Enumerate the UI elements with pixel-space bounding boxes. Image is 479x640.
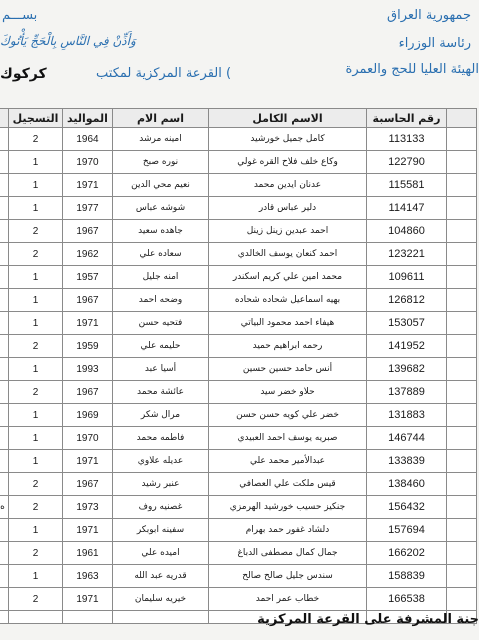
row-edge-cell (0, 243, 9, 266)
full-name-cell: عبدالأمير محمد علي (209, 450, 367, 473)
row-edge-cell (0, 381, 9, 404)
registration-cell: 1 (9, 289, 63, 312)
row-edge-cell (447, 404, 477, 427)
registration-cell: 1 (9, 565, 63, 588)
row-edge-cell (447, 588, 477, 611)
full-name-cell: صبريه يوسف احمد العبيدي (209, 427, 367, 450)
birth-year-cell: 1971 (63, 519, 113, 542)
mother-name-cell: فتحيه حسن (113, 312, 209, 335)
full-name-cell: احمد كنعان يوسف الخالدي (209, 243, 367, 266)
column-header-full-name: الاسم الكامل (209, 109, 367, 128)
table-row (0, 312, 477, 335)
table-body (0, 128, 477, 624)
registration-cell: 2 (9, 588, 63, 611)
registration-cell: 2 (9, 335, 63, 358)
table-row (0, 381, 477, 404)
full-name-cell: أنس حامد حسين حسين (209, 358, 367, 381)
birth-year-cell: 1962 (63, 243, 113, 266)
mother-name-cell: عديله علاوي (113, 450, 209, 473)
computer-number-cell: 153057 (367, 312, 447, 335)
birth-year-cell: 1963 (63, 565, 113, 588)
row-edge-cell (0, 427, 9, 450)
row-edge-cell (0, 450, 9, 473)
birth-year-cell: 1977 (63, 197, 113, 220)
row-edge-cell (447, 266, 477, 289)
full-name-cell: احمد عبدين زينل زينل (209, 220, 367, 243)
table-row (0, 289, 477, 312)
row-edge-cell (447, 312, 477, 335)
registration-cell: 1 (9, 404, 63, 427)
birth-year-cell: 1971 (63, 588, 113, 611)
registration-cell: 1 (9, 266, 63, 289)
row-edge-cell (0, 266, 9, 289)
computer-number-cell: 133839 (367, 450, 447, 473)
mother-name-cell: عنبر رشيد (113, 473, 209, 496)
row-edge-cell (447, 473, 477, 496)
birth-year-cell: 1959 (63, 335, 113, 358)
row-edge-cell (0, 542, 9, 565)
table-row (0, 450, 477, 473)
full-name-cell: خطاب عمر احمد (209, 588, 367, 611)
edge-column-header (447, 109, 477, 128)
row-edge-cell (0, 128, 9, 151)
computer-number-cell: 166202 (367, 542, 447, 565)
mother-name-cell: خيريه سليمان (113, 588, 209, 611)
computer-number-cell: 122790 (367, 151, 447, 174)
row-edge-cell (447, 381, 477, 404)
row-edge-cell (0, 473, 9, 496)
birth-year-cell: 1971 (63, 312, 113, 335)
table-row (0, 404, 477, 427)
birth-year-cell: 1969 (63, 404, 113, 427)
registration-cell: 1 (9, 519, 63, 542)
row-edge-cell (0, 519, 9, 542)
table-row (0, 473, 477, 496)
computer-number-cell: 126812 (367, 289, 447, 312)
row-edge-cell (447, 128, 477, 151)
mother-name-cell: عائشة محمد (113, 381, 209, 404)
registration-cell: 1 (9, 450, 63, 473)
computer-number-cell: 156432 (367, 496, 447, 519)
row-edge-cell (0, 588, 9, 611)
computer-number-cell: 123221 (367, 243, 447, 266)
computer-number-cell: 158839 (367, 565, 447, 588)
mother-name-cell: نعيم محي الدين (113, 174, 209, 197)
row-edge-cell (0, 151, 9, 174)
mother-name-cell: مرال شكر (113, 404, 209, 427)
row-edge-cell (447, 197, 477, 220)
mother-name-cell: وضحه احمد (113, 289, 209, 312)
mother-name-cell: شوشه عباس (113, 197, 209, 220)
table-row (0, 197, 477, 220)
mother-name-cell: اميده علي (113, 542, 209, 565)
mother-name-cell: سفينه ابوبكر (113, 519, 209, 542)
row-edge-cell (447, 565, 477, 588)
computer-number-cell: 166538 (367, 588, 447, 611)
full-name-cell: دلير عباس قادر (209, 197, 367, 220)
mother-name-cell: امنه جليل (113, 266, 209, 289)
row-edge-cell (447, 243, 477, 266)
header-basmala: بســـم (2, 8, 38, 23)
column-header-computer-number: رقم الحاسبة (367, 109, 447, 128)
header-ministry: رئاسة الوزراء (398, 36, 471, 51)
birth-year-cell: 1971 (63, 450, 113, 473)
registration-cell: 1 (9, 312, 63, 335)
computer-number-cell: 109611 (367, 266, 447, 289)
mother-name-cell: جاهده سعيد (113, 220, 209, 243)
table-row (0, 565, 477, 588)
full-name-cell: قيس ملكت علي العصافي (209, 473, 367, 496)
registration-cell: 1 (9, 197, 63, 220)
computer-number-cell: 137889 (367, 381, 447, 404)
registration-cell: 2 (9, 496, 63, 519)
registration-cell: 2 (9, 220, 63, 243)
registration-cell: 2 (9, 243, 63, 266)
computer-number-cell: 114147 (367, 197, 447, 220)
full-name-cell: محمد امين علي كريم اسكندر (209, 266, 367, 289)
row-edge-cell: ه (0, 496, 9, 519)
row-edge-cell (447, 519, 477, 542)
table-row (0, 220, 477, 243)
computer-number-cell: 141952 (367, 335, 447, 358)
table-row (0, 588, 477, 611)
row-edge-cell (447, 358, 477, 381)
computer-number-cell: 138460 (367, 473, 447, 496)
birth-year-cell: 1961 (63, 542, 113, 565)
computer-number-cell: 104860 (367, 220, 447, 243)
table-row (0, 243, 477, 266)
table-row (0, 335, 477, 358)
row-edge-cell (447, 427, 477, 450)
full-name-cell: هيفاء احمد محمود البياتي (209, 312, 367, 335)
header-country: جمهورية العراق (387, 8, 471, 23)
row-edge-cell (0, 174, 9, 197)
row-edge-cell (447, 542, 477, 565)
full-name-cell: عدنان ايدين محمد (209, 174, 367, 197)
table-row (0, 427, 477, 450)
birth-year-cell: 1970 (63, 427, 113, 450)
birth-year-cell: 1971 (63, 174, 113, 197)
birth-year-cell: 1964 (63, 128, 113, 151)
header-verse: وَأَذِّنْ فِي النَّاسِ بِالْحَجِّ يَأْتُوكَ (0, 34, 136, 48)
row-edge-cell (0, 197, 9, 220)
full-name-cell: خضر علي كويه حسن حسن (209, 404, 367, 427)
full-name-cell: جنكيز حسيب خورشيد الهرمزي (209, 496, 367, 519)
footer-committee: جنة المشرفة على القرعة المركزية (257, 612, 479, 627)
computer-number-cell: 139682 (367, 358, 447, 381)
table-row (0, 519, 477, 542)
row-edge-cell (447, 174, 477, 197)
full-name-cell: جمال كمال مصطفى الدباغ (209, 542, 367, 565)
birth-year-cell: 1957 (63, 266, 113, 289)
table-row (0, 542, 477, 565)
blank-cell (9, 611, 63, 624)
table-header-row (0, 109, 477, 128)
table-row (0, 174, 477, 197)
birth-year-cell: 1967 (63, 289, 113, 312)
mother-name-cell: حليمه علي (113, 335, 209, 358)
column-header-mother-name: اسم الام (113, 109, 209, 128)
table-row (0, 151, 477, 174)
row-edge-cell (447, 496, 477, 519)
registration-cell: 1 (9, 358, 63, 381)
header-city: كركوك (0, 66, 47, 82)
full-name-cell: بهيه اسماعيل شحاده شحاده (209, 289, 367, 312)
birth-year-cell: 1973 (63, 496, 113, 519)
registration-cell: 2 (9, 542, 63, 565)
registration-cell: 1 (9, 151, 63, 174)
computer-number-cell: 131883 (367, 404, 447, 427)
birth-year-cell: 1967 (63, 220, 113, 243)
mother-name-cell: فاطمه محمد (113, 427, 209, 450)
row-edge-cell (0, 312, 9, 335)
registration-cell: 1 (9, 427, 63, 450)
edge-column-header (0, 109, 9, 128)
row-edge-cell (0, 289, 9, 312)
row-edge-cell (447, 289, 477, 312)
table-row (0, 496, 477, 519)
full-name-cell: دلشاد غفور حمد بهرام (209, 519, 367, 542)
full-name-cell: رحمه ابراهيم حميد (209, 335, 367, 358)
table-row (0, 128, 477, 151)
mother-name-cell: امينه مرشد (113, 128, 209, 151)
pilgrims-table (0, 108, 477, 624)
registration-cell: 1 (9, 174, 63, 197)
row-edge-cell (0, 335, 9, 358)
header-lottery-office: القرعة المركزية لمكتب ( (96, 66, 232, 81)
table-row (0, 266, 477, 289)
mother-name-cell: أسيا عبد (113, 358, 209, 381)
registration-cell: 2 (9, 473, 63, 496)
computer-number-cell: 146744 (367, 427, 447, 450)
computer-number-cell: 157694 (367, 519, 447, 542)
column-header-registration: التسجيل (9, 109, 63, 128)
registration-cell: 2 (9, 381, 63, 404)
birth-year-cell: 1967 (63, 381, 113, 404)
mother-name-cell: سعاده علي (113, 243, 209, 266)
full-name-cell: كامل جميل خورشيد (209, 128, 367, 151)
column-header-birth-year: المواليد (63, 109, 113, 128)
birth-year-cell: 1970 (63, 151, 113, 174)
row-edge-cell (447, 151, 477, 174)
birth-year-cell: 1967 (63, 473, 113, 496)
computer-number-cell: 113133 (367, 128, 447, 151)
row-edge-cell (447, 220, 477, 243)
row-edge-cell (447, 450, 477, 473)
computer-number-cell: 115581 (367, 174, 447, 197)
row-edge-cell (0, 220, 9, 243)
mother-name-cell: غصنيه روف (113, 496, 209, 519)
full-name-cell: وكاع خلف فلاح القره غولي (209, 151, 367, 174)
row-edge-cell (0, 565, 9, 588)
birth-year-cell: 1993 (63, 358, 113, 381)
blank-cell (0, 611, 9, 624)
row-edge-cell (0, 404, 9, 427)
mother-name-cell: نوره صبخ (113, 151, 209, 174)
table-row (0, 358, 477, 381)
header-commission: الهيئة العليا للحج والعمرة (345, 62, 479, 77)
full-name-cell: سندس جليل صالح صالح (209, 565, 367, 588)
blank-cell (63, 611, 113, 624)
blank-cell (113, 611, 209, 624)
row-edge-cell (447, 335, 477, 358)
registration-cell: 2 (9, 128, 63, 151)
row-edge-cell (0, 358, 9, 381)
full-name-cell: حلاو خضر سيد (209, 381, 367, 404)
mother-name-cell: قدريه عبد الله (113, 565, 209, 588)
